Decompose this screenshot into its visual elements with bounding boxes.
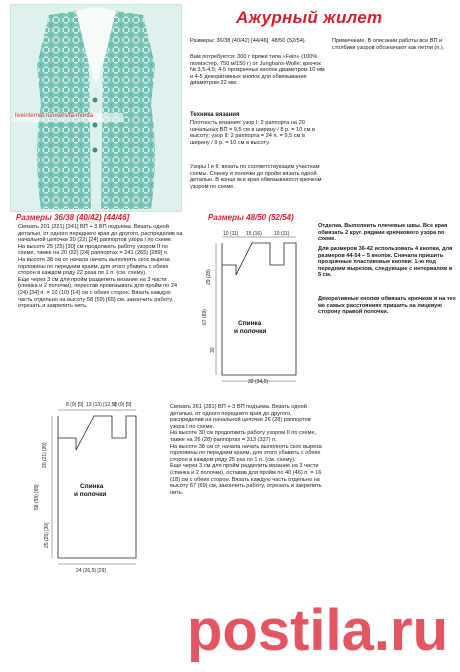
watermark (0, 590, 460, 667)
d2-bottom-label: 24 (26,5) [29] (76, 568, 106, 574)
d1-label-back: Спинка (238, 320, 262, 327)
d2-side-label-3: 25 (25) [30] (44, 522, 50, 548)
vest-illustration (11, 5, 181, 211)
d2-side-label-2: 58 (59) [65] (34, 484, 40, 510)
tech-text: Плотность вязания: узор I: 2 раппорта на 20 начальных ВП = 9,5 см в ширину / 8 р. = 10 см в высоту; узор II: 2 раппорта = 24 п. = 9,5 см в ширину / 9 р. = 10 см в высоту. (190, 120, 315, 146)
patterns-text: Узоры I и II: вязать по соответствующим участкам схемы. Спинку и полочки до пройм вязать одной деталью. В конце все края обвязываются крючком узором по схеме. (190, 164, 322, 190)
page-title: Ажурный жилет (236, 8, 383, 27)
diagram-sizes-36-46 (18, 398, 148, 578)
d2-side-label-1: 20 (21) [20] (42, 442, 48, 468)
d1-side-label-1: 29 (28) (206, 269, 212, 285)
d1-side-label-2: 67 (69) (202, 309, 208, 325)
section1-heading: Размеры 36/38 (40/42) [44/46] (16, 213, 130, 222)
d1-top-label-3: 10 (11) (274, 231, 290, 237)
vest-photo (10, 4, 182, 212)
section1-text: Связать 201 (221) [241] ВП + 3 ВП подъема. Вязать одной деталью, от одного переднего края до другого, распределив на начальной цепочке 20 (22) [24] раппортов узора I по схеме. На высоте 25 (25) [30] см продолжить работу узором II по схеме, также на 20 (22) [24] раппортах = 241 (265) [289] п. На высоте 38 см от начала начать выполнять скос выреза горловины по передним краям, для этого убавить с обеих сторон в каждом ряду 22 раза по 1 п. (см. схему). Еще через 3 см для пройм разделить вязание на 3 части (спинка и 2 полочки), перестав провязывать для пройм по 24 (24) [34] п. = 10 (10) [14] см с обеих сторон. Вязать каждую часть отдельно на высоту 58 (59) [65] см, закончить работу, отрезать и закрепить нить. (18, 224, 183, 310)
d2-top-label-2: 13 (13) [12,5] (86, 402, 116, 408)
watermark-text: postila.ru (186, 598, 448, 663)
d1-label-fronts: и полочки (234, 328, 267, 335)
d1-top-label-1: 10 (11) (223, 231, 239, 237)
finish-text-3: Декоративные кнопки обвязать крючком и на тех же самых расстояниях пришить на лицевую сторону правой полочки. (318, 296, 456, 316)
d2-top-label-1: 8 (9) [9] (66, 402, 84, 408)
finish-text-2: Для размеров 36-42 использовать 4 кнопки, для размеров 44-54 – 5 кнопок. Сначала пришить прозрачные пластиковые кнопки: 1-ю под передним вырезом, следующие с интервалом в 5 см. (318, 246, 453, 279)
photo-caption: liveinternet.ru/users/fa-morda (15, 113, 94, 119)
d1-side-label-3: 30 (210, 347, 216, 353)
note-text: Примечание. В описании работы все ВП и столбики узоров обозначают как петли (п.). (332, 38, 445, 51)
d1-top-label-2: 15 (16) (246, 231, 262, 237)
finish-text-1: Отделка. Выполнить плечевые швы. Все края обвязать 2 круг. рядами крючкового узора по схеме. (318, 223, 448, 243)
section2-heading: Размеры 48/50 (52/54) (208, 213, 294, 222)
tech-heading: Техника вязания (190, 112, 240, 118)
section2-text: Связать 261 (281) ВП + 3 ВП подъема. Вязать одной деталью, от одного переднего края до другого, распределив на начальной цепочке 26 (28) раппортов узора I по схеме. На высоте 30 см продолжить работу узором II по схеме, также на 26 (28) раппортах = 313 (337) п. На высоте 38 см от начала начать выполнять скос выреза горловины по передним краям, для этого убавить с обеих сторон в каждом ряду 25 раз по 1 п. (см. схему). Еще через 3 см для пройм разделить вязание на 3 части (спинка и 2 полочки), оставив для пройм по 40 (46) п. = 16 (18) см с обеих сторон. Вязать каждую часть отдельно на высоту 67 (69) см, закончить работу, отрезать и закрепить нить. (170, 404, 322, 496)
d1-bottom-label: 32 (34,5) (248, 379, 269, 385)
materials-text: Вам потребуется: 300 г пряжи типа «Fein» (100% полиэстер, 750 м/150 г) от Junghans-Wolle; крючок № 3,5-4,5; 4-5 прозрачных кнопок диаметром 10 мм и 4-5 декоративных кнопок для обвязывания диаметром 22 мм. (190, 54, 325, 87)
d2-label-fronts: и полочки (74, 491, 107, 498)
d2-top-label-3: 8 (9) [9] (114, 402, 132, 408)
d2-label-back: Спинка (80, 483, 104, 490)
sizes-text: Размеры: 36/38 (40/42) [44/46], 48/50 (52/54). (190, 38, 307, 44)
diagram-sizes-48-54 (196, 225, 308, 385)
